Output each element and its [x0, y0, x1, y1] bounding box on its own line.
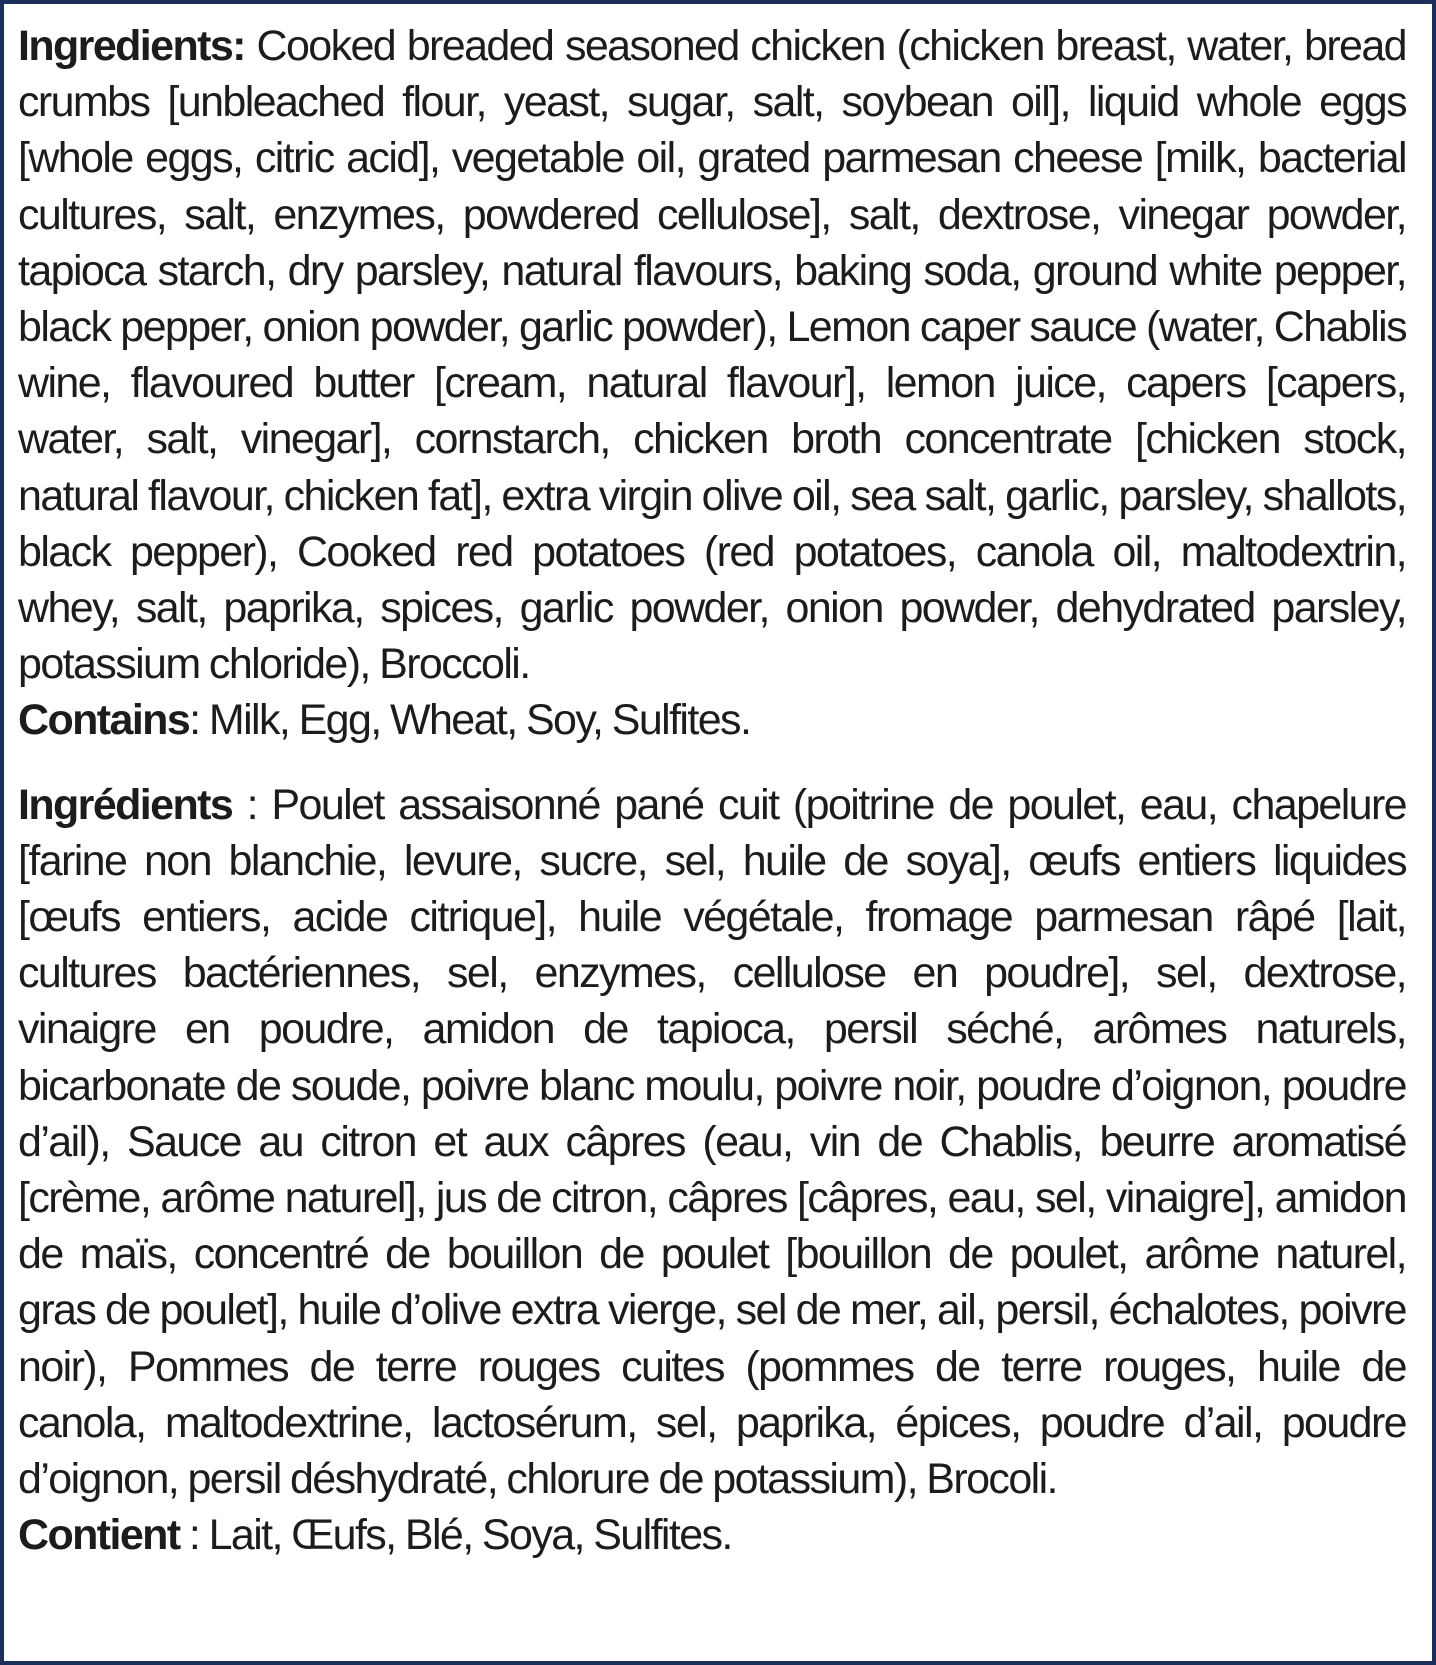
french-ingredients-paragraph [18, 777, 1406, 1508]
english-contains-line [18, 692, 1406, 748]
section-spacer [18, 749, 1406, 777]
french-ingredients-heading: Ingrédients [18, 780, 233, 829]
english-contains-heading: Contains [18, 696, 190, 745]
english-ingredients-paragraph [18, 18, 1406, 692]
english-ingredients-heading: Ingredients: [18, 22, 245, 70]
french-contains-text: : Lait, Œufs, Blé, Soya, Sulfites. [179, 1511, 732, 1560]
french-ingredients-text: : Poulet assaisonné pané cuit (poitrine de poulet, eau, chapelure [farine non blanchie, levure, sucre, sel, huile de soya], œufs entiers liquides [œufs entiers, acide citrique], huile végétale, fromage parmesan râpé [lait, cultures bactériennes, sel, enzymes, cellulose en poudre], sel, dextrose, vinaigre en poudre, amidon de tapioca, persil séché, arômes naturels, bicarbonate de soude, poivre blanc moulu, poivre noir, poudre d’oignon, poudre d’ail), Sauce au citron et aux câpres (eau, vin de Chablis, beurre aromatisé [crème, arôme naturel], jus de citron, câpres [câpres, eau, sel, vinaigre], amidon de maïs, concentré de bouillon de poulet [bouillon de poulet, arôme naturel, gras de poulet], huile d’olive extra vierge, sel de mer, ail, persil, échalotes, poivre noir), Pommes de terre rouges cuites (pommes de terre rouges, huile de canola, maltodextrine, lactosérum, sel, paprika, épices, poudre d’ail, poudre d’oignon, persil déshydraté, chlorure de potassium), Brocoli. [18, 780, 1406, 1504]
english-contains-text: : Milk, Egg, Wheat, Soy, Sulfites. [189, 696, 751, 745]
french-contains-heading: Contient [18, 1511, 180, 1560]
french-contains-line [18, 1507, 1406, 1563]
english-ingredients-text: Cooked breaded seasoned chicken (chicken breast, water, bread crumbs [unbleached flour, yeast, sugar, salt, soybean oil], liquid whole eggs [whole eggs, citric acid], vegetable oil, grated parmesan cheese [milk, bacterial cultures, salt, enzymes, powdered cellulose], salt, dextrose, vinegar powder, tapioca starch, dry parsley, natural flavours, baking soda, ground white pepper, black pepper, onion powder, garlic powder), Lemon caper sauce (water, Chablis wine, flavoured butter [cream, natural flavour], lemon juice, capers [capers, water, salt, vinegar], cornstarch, chicken broth concentrate [chicken stock, natural flavour, chicken fat], extra virgin olive oil, sea salt, garlic, parsley, shallots, black pepper), Cooked red potatoes (red potatoes, canola oil, maltodextrin, whey, salt, paprika, spices, garlic powder, onion powder, dehydrated parsley, potassium chloride), Broccoli. [18, 22, 1406, 689]
